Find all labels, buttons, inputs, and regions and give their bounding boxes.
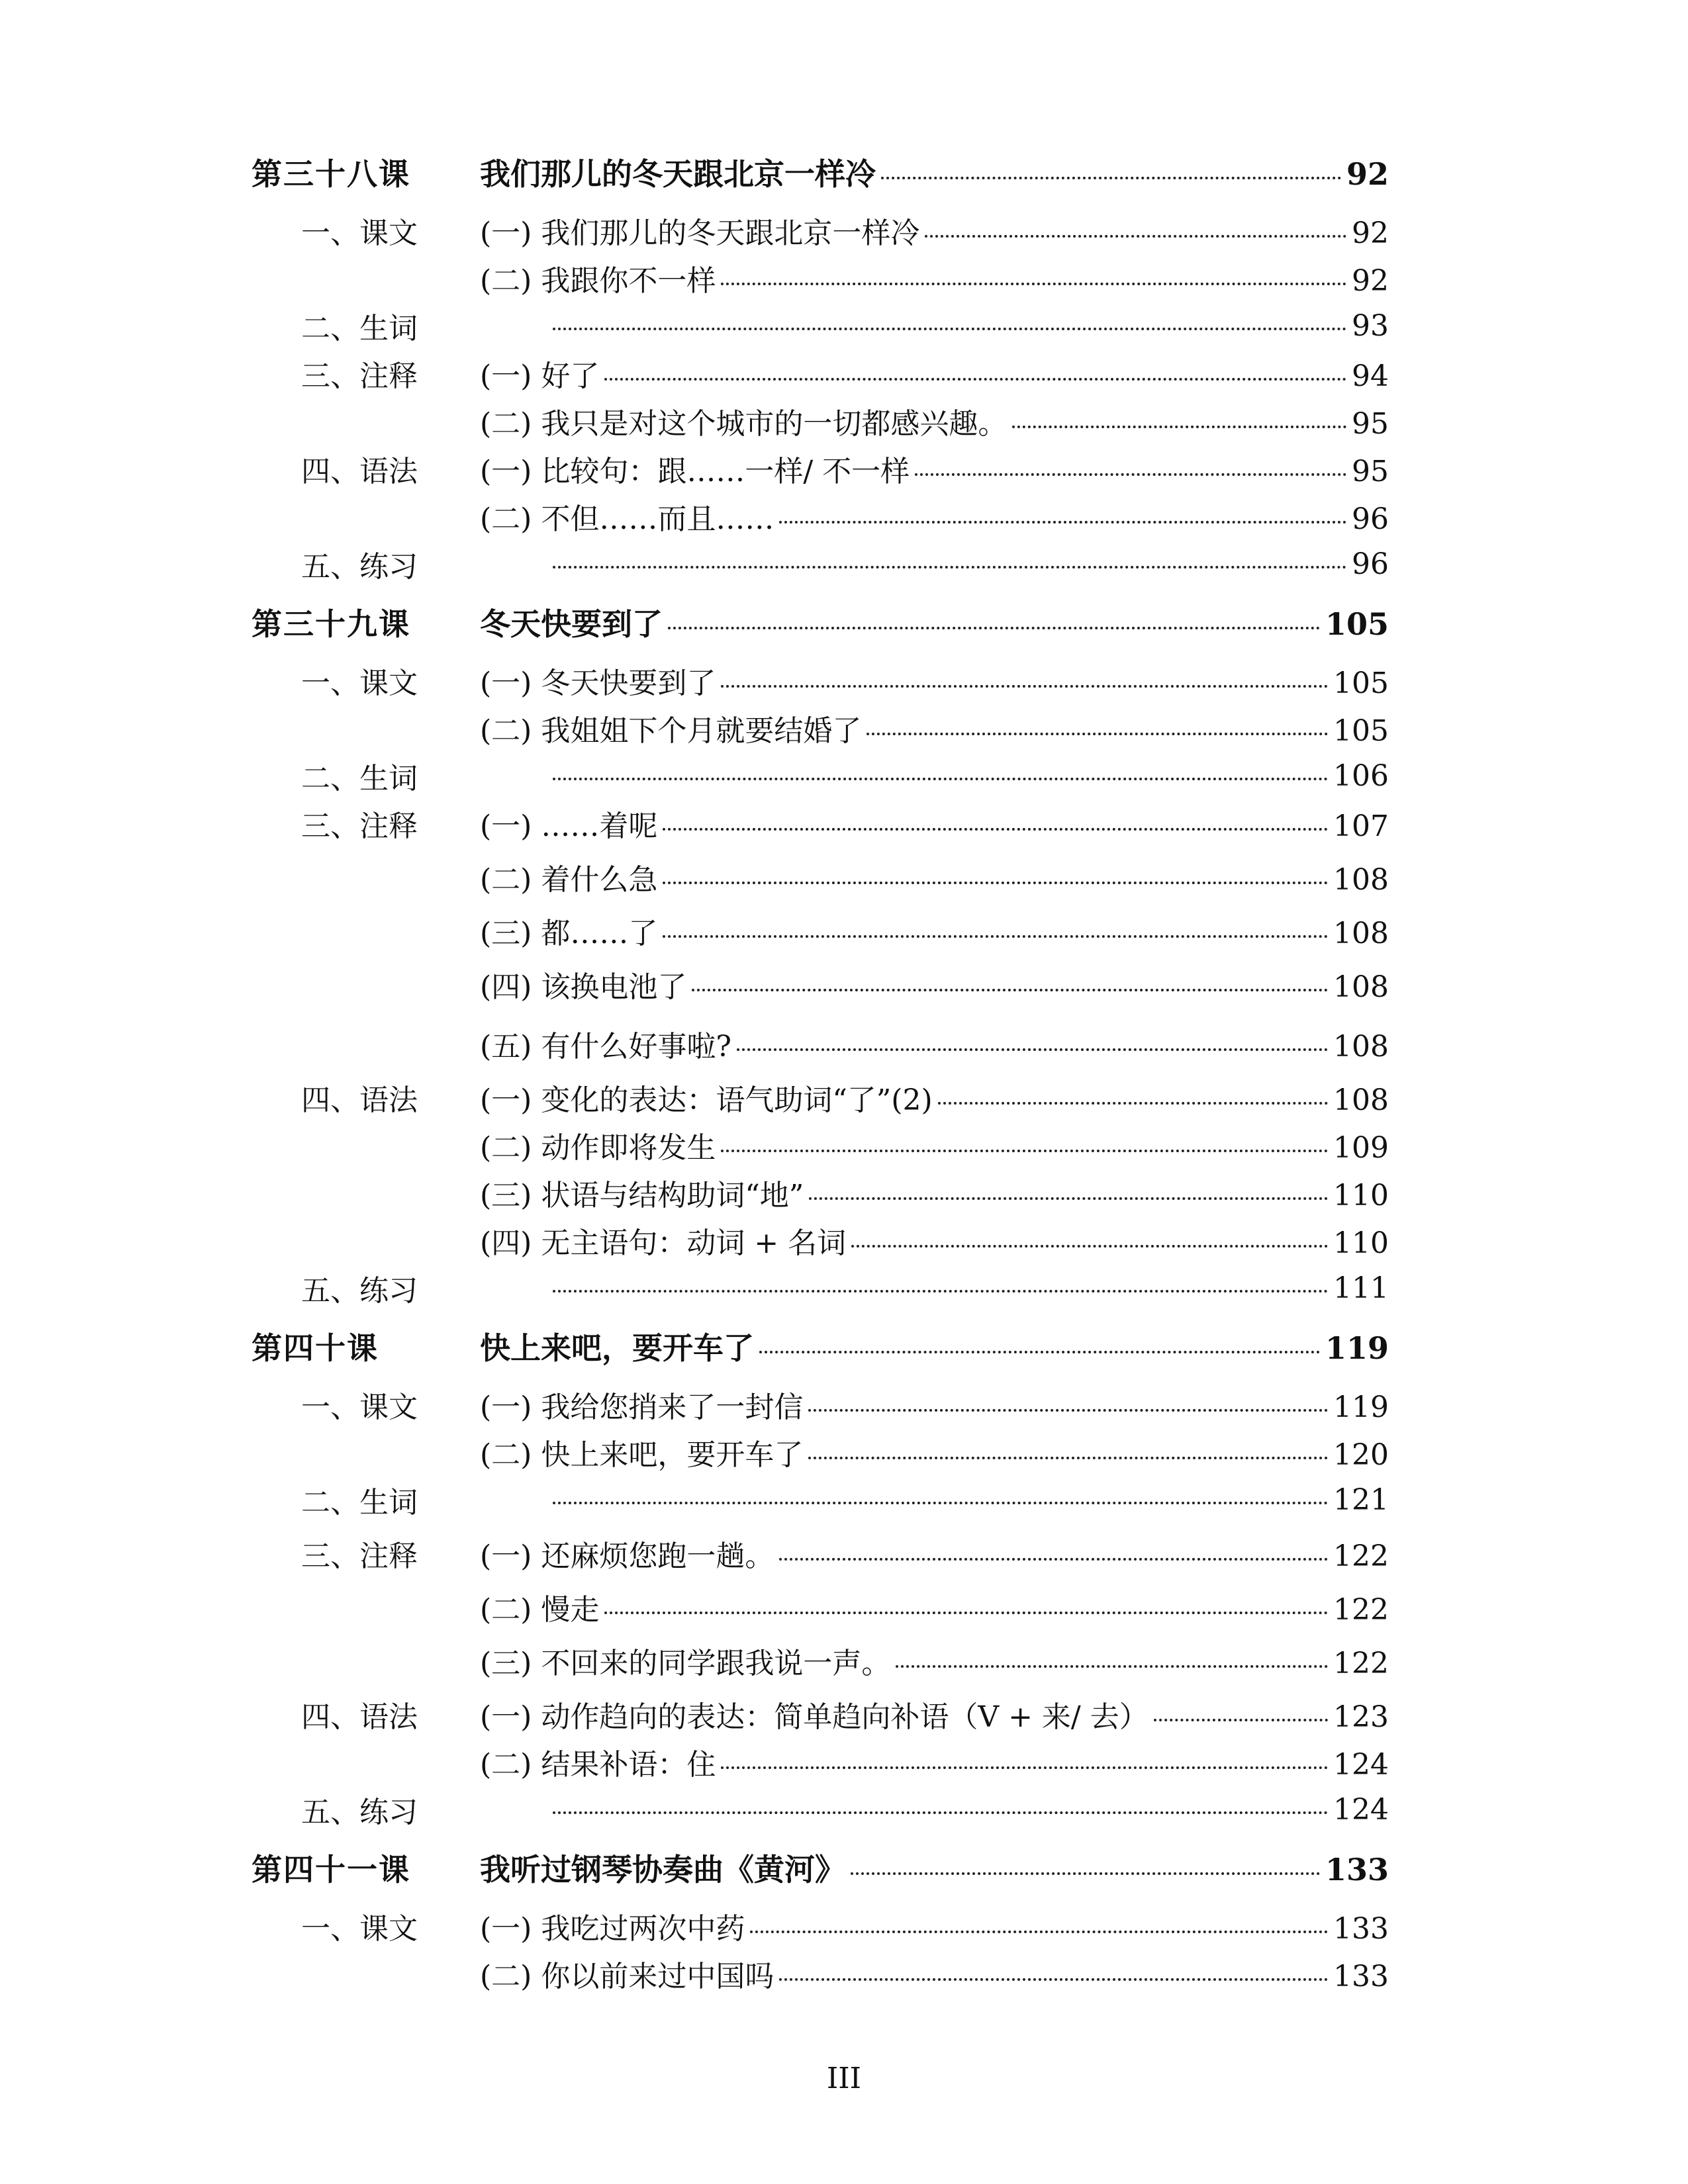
dot-leader (851, 1872, 1320, 1875)
dot-leader (721, 1150, 1328, 1152)
toc-entry[interactable] (252, 847, 1389, 907)
entry-title: (二) 快上来吧，要开车了 (480, 1438, 804, 1472)
entry-page: 111 (1333, 1271, 1389, 1305)
entry-title: (二) 不但……而且…… (480, 502, 774, 536)
entry-page: 105 (1333, 714, 1389, 748)
entry-title: (二) 我只是对这个城市的一切都感兴趣。 (480, 407, 1008, 441)
lesson-label: 第三十八课 (252, 156, 410, 192)
toc-entry[interactable] (252, 1950, 1389, 1997)
lesson-heading[interactable] (252, 1312, 1389, 1381)
dot-leader (779, 521, 1346, 523)
lesson-page: 133 (1325, 1852, 1389, 1888)
entry-page: 108 (1333, 970, 1389, 1004)
entry-title: (三) 不回来的同学跟我说一声。 (480, 1647, 891, 1680)
dot-leader (1012, 426, 1346, 428)
entry-title: (一) 比较句：跟……一样/ 不一样 (480, 455, 910, 488)
dot-leader (851, 1245, 1328, 1248)
entry-page: 95 (1352, 455, 1389, 488)
lesson-title: 快上来吧，要开车了 (480, 1330, 754, 1366)
lesson-heading[interactable] (252, 138, 1389, 206)
entry-title: (二) 你以前来过中国吗 (480, 1960, 774, 1993)
toc-entry[interactable] (252, 1264, 1389, 1312)
section-label: 二、生词 (301, 762, 418, 796)
entry-title: (二) 动作即将发生 (480, 1131, 716, 1165)
entry-page: 120 (1333, 1438, 1389, 1472)
dot-leader (809, 1197, 1328, 1200)
dot-leader (663, 935, 1328, 938)
toc-entry[interactable] (252, 397, 1389, 445)
entry-page: 96 (1352, 547, 1389, 581)
entry-title: (二) 着什么急 (480, 863, 658, 897)
toc-entry[interactable] (252, 540, 1389, 588)
dot-leader (867, 733, 1328, 735)
lesson-heading[interactable] (252, 588, 1389, 657)
dot-leader (604, 378, 1346, 381)
section-label: 一、课文 (301, 1390, 418, 1424)
dot-leader (692, 989, 1328, 991)
entry-title: (一) 好了 (480, 359, 600, 393)
dot-leader (938, 1102, 1328, 1105)
entry-title: (五) 有什么好事啦? (480, 1030, 731, 1064)
dot-leader (553, 328, 1346, 330)
toc-entry[interactable] (252, 302, 1389, 349)
section-label: 四、语法 (301, 1083, 418, 1117)
toc-entry[interactable] (252, 1014, 1389, 1073)
entry-title: (一) 我们那儿的冬天跟北京一样冷 (480, 216, 920, 250)
toc-entry[interactable] (252, 907, 1389, 954)
toc-entry[interactable] (252, 349, 1389, 397)
lesson-page: 105 (1325, 606, 1389, 642)
section-label: 二、生词 (301, 312, 418, 345)
entry-title: (一) ……着呢 (480, 809, 658, 843)
dot-leader (808, 1457, 1328, 1459)
entry-page: 109 (1333, 1131, 1389, 1165)
entry-page: 122 (1333, 1647, 1389, 1680)
toc-entry[interactable] (252, 1583, 1389, 1631)
lesson-heading[interactable] (252, 1833, 1389, 1902)
entry-page: 123 (1333, 1700, 1389, 1734)
lesson-page: 92 (1346, 156, 1389, 192)
entry-page: 122 (1333, 1593, 1389, 1627)
entry-page: 124 (1333, 1792, 1389, 1827)
dot-leader (663, 882, 1328, 884)
entry-page: 110 (1333, 1179, 1389, 1212)
toc-entry[interactable] (252, 752, 1389, 799)
section-label: 一、课文 (301, 216, 418, 250)
entry-page: 124 (1333, 1748, 1389, 1782)
section-label: 五、练习 (301, 550, 418, 584)
section-label: 一、课文 (301, 1912, 418, 1946)
section-label: 五、练习 (301, 1796, 418, 1829)
entry-page: 106 (1333, 758, 1389, 793)
dot-leader (750, 1931, 1328, 1933)
entry-title: (四) 无主语句：动词 + 名词 (480, 1226, 847, 1260)
lesson-label: 第四十课 (252, 1330, 379, 1366)
section-label: 五、练习 (301, 1274, 418, 1308)
dot-leader (721, 685, 1328, 688)
dot-leader (881, 177, 1341, 179)
page-number: III (826, 2062, 862, 2095)
dot-leader (737, 1048, 1328, 1051)
toc-entry[interactable] (252, 254, 1389, 302)
section-label: 三、注释 (301, 359, 418, 393)
section-label: 一、课文 (301, 666, 418, 700)
lesson-page: 119 (1325, 1330, 1389, 1366)
toc-entry[interactable] (252, 1169, 1389, 1216)
toc-entry[interactable] (252, 1121, 1389, 1169)
entry-page: 93 (1352, 308, 1389, 343)
dot-leader (808, 1409, 1328, 1412)
dot-leader (604, 1612, 1328, 1614)
toc-entry[interactable] (252, 1902, 1389, 1950)
toc-entry[interactable] (252, 445, 1389, 492)
lesson-label: 第四十一课 (252, 1852, 410, 1888)
dot-leader (668, 627, 1320, 629)
toc-entry[interactable] (252, 1786, 1389, 1833)
entry-page: 122 (1333, 1539, 1389, 1573)
entry-page: 96 (1352, 502, 1389, 536)
toc-entry[interactable] (252, 492, 1389, 540)
entry-title: (三) 状语与结构助词“地” (480, 1179, 804, 1212)
table-of-contents (252, 138, 1389, 1997)
entry-title: (一) 我给您捎来了一封信 (480, 1390, 804, 1424)
lesson-title: 我听过钢琴协奏曲《黄河》 (480, 1852, 845, 1888)
entry-title: (二) 我跟你不一样 (480, 264, 716, 298)
lesson-title: 冬天快要到了 (480, 606, 663, 642)
toc-entry[interactable] (252, 206, 1389, 254)
entry-page: 108 (1333, 917, 1389, 950)
section-label: 二、生词 (301, 1486, 418, 1520)
toc-entry[interactable] (252, 1524, 1389, 1583)
dot-leader (915, 473, 1346, 476)
entry-page: 94 (1352, 359, 1389, 393)
dot-leader (779, 1978, 1328, 1981)
dot-leader (721, 283, 1346, 285)
dot-leader (896, 1665, 1328, 1668)
entry-page: 108 (1333, 1083, 1389, 1117)
dot-leader (553, 778, 1328, 780)
entry-title: (二) 慢走 (480, 1593, 600, 1627)
dot-leader (1154, 1719, 1328, 1721)
toc-entry[interactable] (252, 1631, 1389, 1690)
toc-entry[interactable] (252, 1428, 1389, 1476)
section-label: 四、语法 (301, 455, 418, 488)
dot-leader (759, 1351, 1320, 1353)
toc-entry[interactable] (252, 1690, 1389, 1738)
entry-title: (一) 我吃过两次中药 (480, 1912, 745, 1946)
entry-page: 107 (1333, 809, 1389, 843)
toc-entry[interactable] (252, 1216, 1389, 1264)
entry-page: 110 (1333, 1226, 1389, 1260)
entry-page: 108 (1333, 863, 1389, 897)
toc-entry[interactable] (252, 799, 1389, 847)
dot-leader (553, 1811, 1328, 1814)
toc-entry[interactable] (252, 657, 1389, 704)
toc-entry[interactable] (252, 704, 1389, 752)
dot-leader (779, 1558, 1328, 1561)
section-label: 三、注释 (301, 809, 418, 843)
entry-page: 133 (1333, 1912, 1389, 1946)
section-label: 四、语法 (301, 1700, 418, 1734)
entry-page: 121 (1333, 1482, 1389, 1517)
entry-page: 119 (1333, 1390, 1389, 1424)
section-label: 三、注释 (301, 1539, 418, 1573)
entry-page: 92 (1352, 264, 1389, 298)
entry-title: (二) 我姐姐下个月就要结婚了 (480, 714, 862, 748)
entry-title: (一) 还麻烦您跑一趟。 (480, 1539, 774, 1573)
entry-title: (三) 都……了 (480, 917, 658, 950)
toc-entry[interactable] (252, 1738, 1389, 1786)
entry-page: 92 (1352, 216, 1389, 250)
entry-page: 133 (1333, 1960, 1389, 1993)
entry-title: (二) 结果补语：住 (480, 1748, 716, 1782)
dot-leader (553, 1502, 1328, 1504)
toc-entry[interactable] (252, 954, 1389, 1014)
dot-leader (553, 1290, 1328, 1293)
dot-leader (721, 1766, 1328, 1769)
entry-title: (一) 动作趋向的表达：简单趋向补语（V + 来/ 去） (480, 1700, 1149, 1734)
entry-title: (一) 变化的表达：语气助词“了”(2) (480, 1083, 933, 1117)
entry-page: 95 (1352, 407, 1389, 441)
lesson-label: 第三十九课 (252, 606, 410, 642)
dot-leader (553, 566, 1346, 569)
entry-page: 105 (1333, 666, 1389, 700)
toc-entry[interactable] (252, 1476, 1389, 1524)
entry-title: (一) 冬天快要到了 (480, 666, 716, 700)
dot-leader (663, 828, 1328, 831)
entry-page: 108 (1333, 1030, 1389, 1064)
toc-entry[interactable] (252, 1073, 1389, 1121)
dot-leader (925, 235, 1346, 238)
toc-entry[interactable] (252, 1381, 1389, 1428)
lesson-title: 我们那儿的冬天跟北京一样冷 (480, 156, 876, 192)
entry-title: (四) 该换电池了 (480, 970, 687, 1004)
